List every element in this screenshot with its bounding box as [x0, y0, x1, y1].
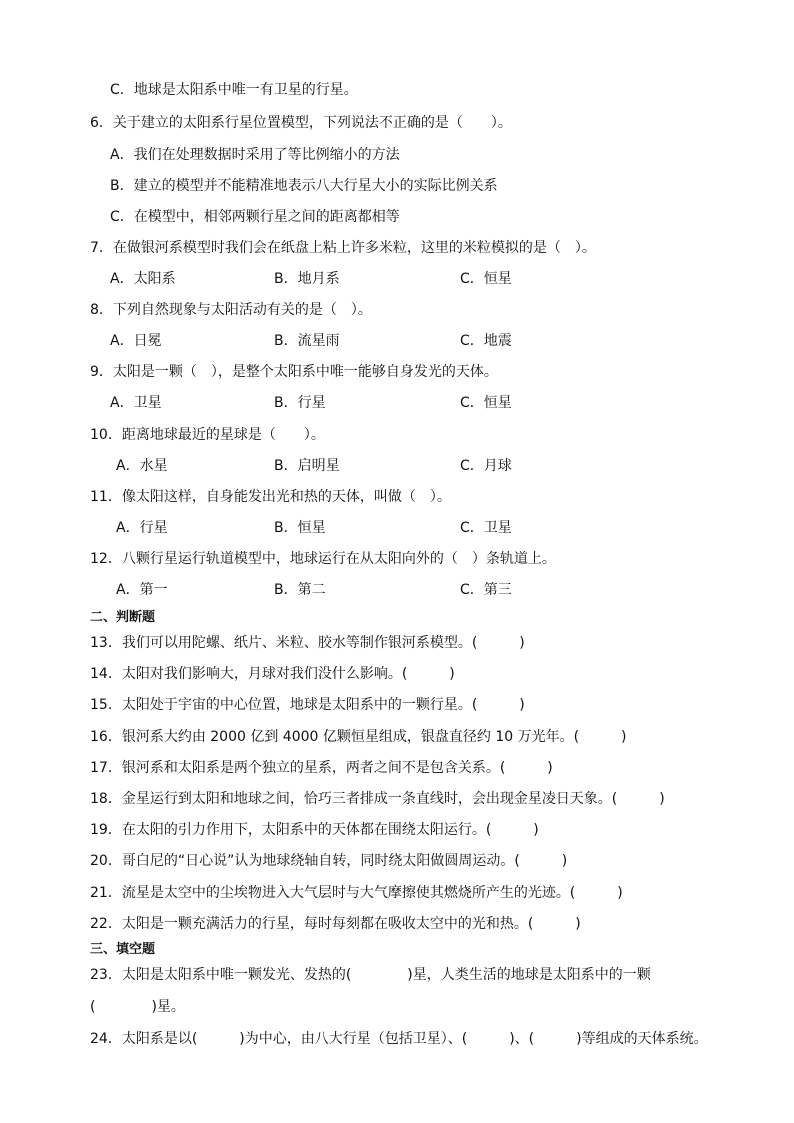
q8-stem: 8．下列自然现象与太阳活动有关的是（ ）。: [90, 302, 372, 318]
q17-statement: 17．银河系和太阳系是两个独立的星系，两者之间不是包含关系。( ): [90, 760, 553, 776]
q7-option-a: A．太阳系: [110, 271, 176, 287]
q20-statement: 20．哥白尼的“日心说”认为地球绕轴自转，同时绕太阳做圆周运动。( ): [90, 853, 568, 869]
q13-statement: 13．我们可以用陀螺、纸片、米粒、胶水等制作银河系模型。( ): [90, 635, 525, 651]
q6-option-b: B．建立的模型并不能精准地表示八大行星大小的实际比例关系: [110, 178, 498, 194]
q10-option-b: B．启明星: [274, 458, 340, 474]
q10-stem: 10．距离地球最近的星球是（ ）。: [90, 427, 325, 443]
q8-option-b: B．流星雨: [274, 333, 340, 349]
q12-option-a: A．第一: [116, 582, 168, 598]
q16-statement: 16．银河系大约由 2000 亿到 4000 亿颗恒星组成，银盘直径约 10 万光年。( ): [90, 729, 627, 745]
q24-stem: 24．太阳系是以( )为中心，由八大行星（包括卫星）、( )、( )等组成的天体系统。: [90, 1031, 708, 1047]
q7-stem: 7．在做银河系模型时我们会在纸盘上粘上许多米粒，这里的米粒模拟的是（ ）。: [90, 240, 596, 256]
section-title-judgment: 二、判断题: [90, 610, 156, 625]
q9-option-c: C．恒星: [460, 395, 512, 411]
q6-stem: 6．关于建立的太阳系行星位置模型，下列说法不正确的是（ ）。: [90, 115, 512, 131]
q14-statement: 14．太阳对我们影响大，月球对我们没什么影响。( ): [90, 666, 455, 682]
q11-option-b: B．恒星: [274, 520, 326, 536]
q7-option-c: C．恒星: [460, 271, 512, 287]
q6-option-a: A．我们在处理数据时采用了等比例缩小的方法: [110, 147, 400, 163]
q23-line-1: 23．太阳是太阳系中唯一颗发光、发热的( )星，人类生活的地球是太阳系中的一颗: [90, 967, 651, 983]
section-title-fill-blank: 三、填空题: [90, 942, 156, 957]
q12-option-c: C．第三: [460, 582, 512, 598]
q12-option-b: B．第二: [274, 582, 326, 598]
q11-option-a: A．行星: [116, 520, 168, 536]
q10-option-c: C．月球: [460, 458, 512, 474]
q9-option-b: B．行星: [274, 395, 326, 411]
q22-statement: 22．太阳是一颗充满活力的行星，每时每刻都在吸收太空中的光和热。( ): [90, 916, 581, 932]
q7-option-b: B．地月系: [274, 271, 340, 287]
q11-option-c: C．卫星: [460, 520, 512, 536]
q9-option-a: A．卫星: [110, 395, 162, 411]
q23-line-2: ( )星。: [90, 999, 185, 1015]
q15-statement: 15．太阳处于宇宙的中心位置，地球是太阳系中的一颗行星。( ): [90, 697, 525, 713]
q12-stem: 12．八颗行星运行轨道模型中，地球运行在从太阳向外的（ ）条轨道上。: [90, 551, 556, 567]
q8-option-a: A．日冕: [110, 333, 162, 349]
q11-stem: 11．像太阳这样，自身能发出光和热的天体，叫做（ ）。: [90, 489, 451, 505]
q8-option-c: C．地震: [460, 333, 512, 349]
q6-option-c: C．在模型中，相邻两颗行星之间的距离都相等: [110, 209, 400, 225]
q21-statement: 21．流星是太空中的尘埃物进入大气层时与大气摩擦使其燃烧所产生的光迹。( ): [90, 885, 623, 901]
q19-statement: 19．在太阳的引力作用下，太阳系中的天体都在围绕太阳运行。( ): [90, 822, 539, 838]
q5-option-c: C．地球是太阳系中唯一有卫星的行星。: [110, 82, 358, 98]
q9-stem: 9．太阳是一颗（ ），是整个太阳系中唯一能够自身发光的天体。: [90, 364, 498, 380]
q18-statement: 18．金星运行到太阳和地球之间，恰巧三者排成一条直线时，会出现金星凌日天象。( ): [90, 791, 665, 807]
q10-option-a: A．水星: [116, 458, 168, 474]
